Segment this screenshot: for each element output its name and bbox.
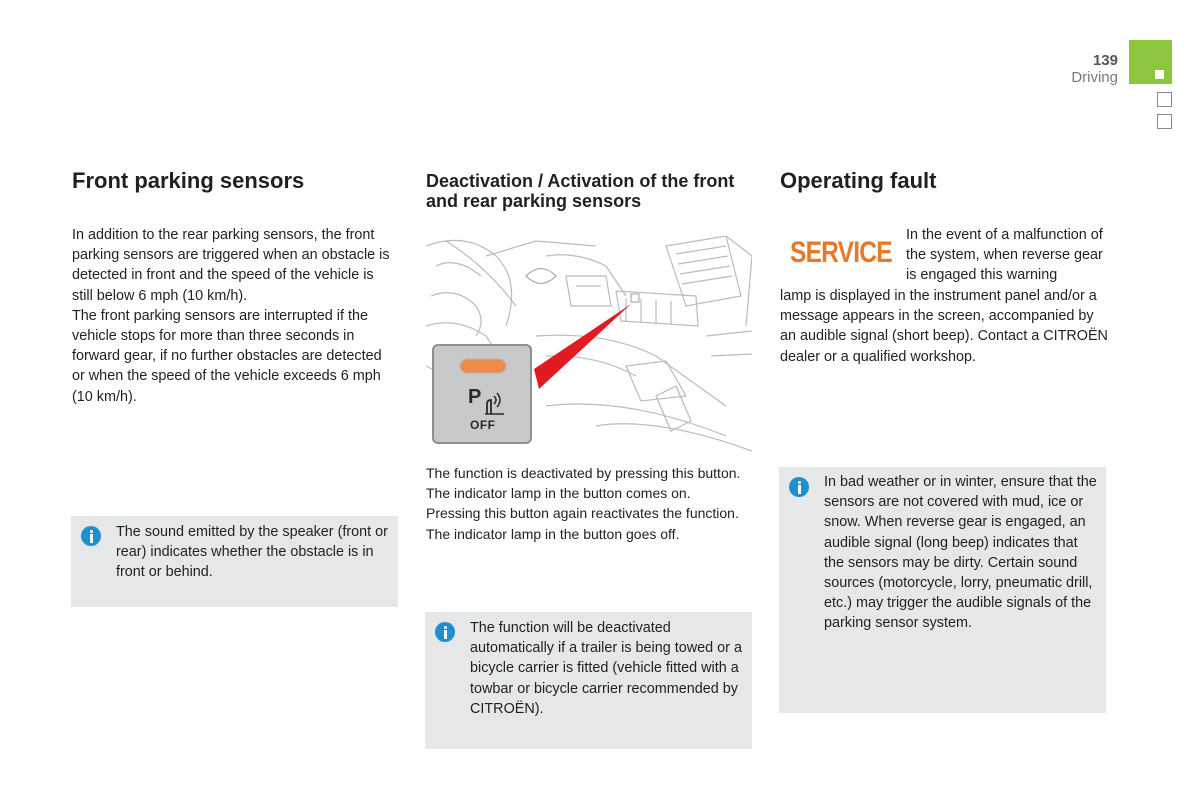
dashboard-illustration bbox=[426, 236, 752, 454]
info-icon bbox=[81, 526, 101, 546]
info-box-trailer bbox=[425, 612, 752, 749]
tab-marker bbox=[1155, 70, 1164, 79]
section-tab-box bbox=[1157, 114, 1172, 129]
park-assist-off-button bbox=[432, 344, 532, 444]
section-name: Driving bbox=[1071, 69, 1118, 86]
info-icon bbox=[789, 477, 809, 497]
front-parking-sensors-title: Front parking sensors bbox=[72, 168, 305, 193]
section-tab-active bbox=[1129, 40, 1172, 84]
deactivation-body: The function is deactivated by pressing this button. The indicator lamp in the button comes on. Pressing this button again reactivates the function. The indicator lamp in the button goes off. bbox=[426, 465, 741, 542]
service-warning-lamp: SERVICE bbox=[790, 236, 892, 269]
info-text-speaker: The sound emitted by the speaker (front or rear) indicates whether the obstacle is in front or behind. bbox=[116, 524, 388, 581]
info-icon bbox=[435, 622, 455, 642]
info-box-speaker bbox=[71, 516, 398, 607]
off-label: OFF bbox=[470, 418, 496, 432]
operating-fault-body: lamp is displayed in the instrument panel and/or a message appears in the screen, accompanied by an audible signal (short beep). Contact a CITROËN dealer or a qualified workshop. bbox=[780, 288, 1108, 365]
indicator-lamp bbox=[461, 360, 505, 372]
front-parking-sensors-body: In addition to the rear parking sensors, the front parking sensors are triggered when an obstacle is detected in front and the speed of the vehicle is still below 6 mph (10 km/h). The front parking sensors are interrupted if the vehicle stops for more than three seconds in forward gear, if no further obstacles are detected or when the speed of the vehicle exceeds 6 mph (10 km/h). bbox=[72, 227, 390, 405]
sensor-waves-icon bbox=[484, 390, 506, 416]
deactivation-title: Deactivation / Activation of the front and rear parking sensors bbox=[426, 171, 735, 211]
parking-sensor-symbol: P bbox=[468, 386, 482, 408]
info-text-trailer: The function will be deactivated automatically if a trailer is being towed or a bicycle carrier is fitted (vehicle fitted with a towbar or bicycle carrier recommended by CITROËN). bbox=[470, 620, 742, 717]
page-number: 139 bbox=[1092, 52, 1118, 69]
info-text-weather: In bad weather or in winter, ensure that the sensors are not covered with mud, ice or snow. When reverse gear is engaged, an audible signal (long beep) indicates that the sensors may be dirty. Certain sound sources (motorcycle, lorry, pneumatic drill, etc.) may trigger the audible signals of the parking sensor system. bbox=[824, 474, 1097, 632]
section-tab-box bbox=[1157, 92, 1172, 107]
operating-fault-body-wrap: In the event of a malfunction of the system, when reverse gear is engaged this warning bbox=[906, 227, 1103, 284]
info-box-weather bbox=[779, 467, 1106, 713]
operating-fault-title: Operating fault bbox=[780, 168, 937, 193]
